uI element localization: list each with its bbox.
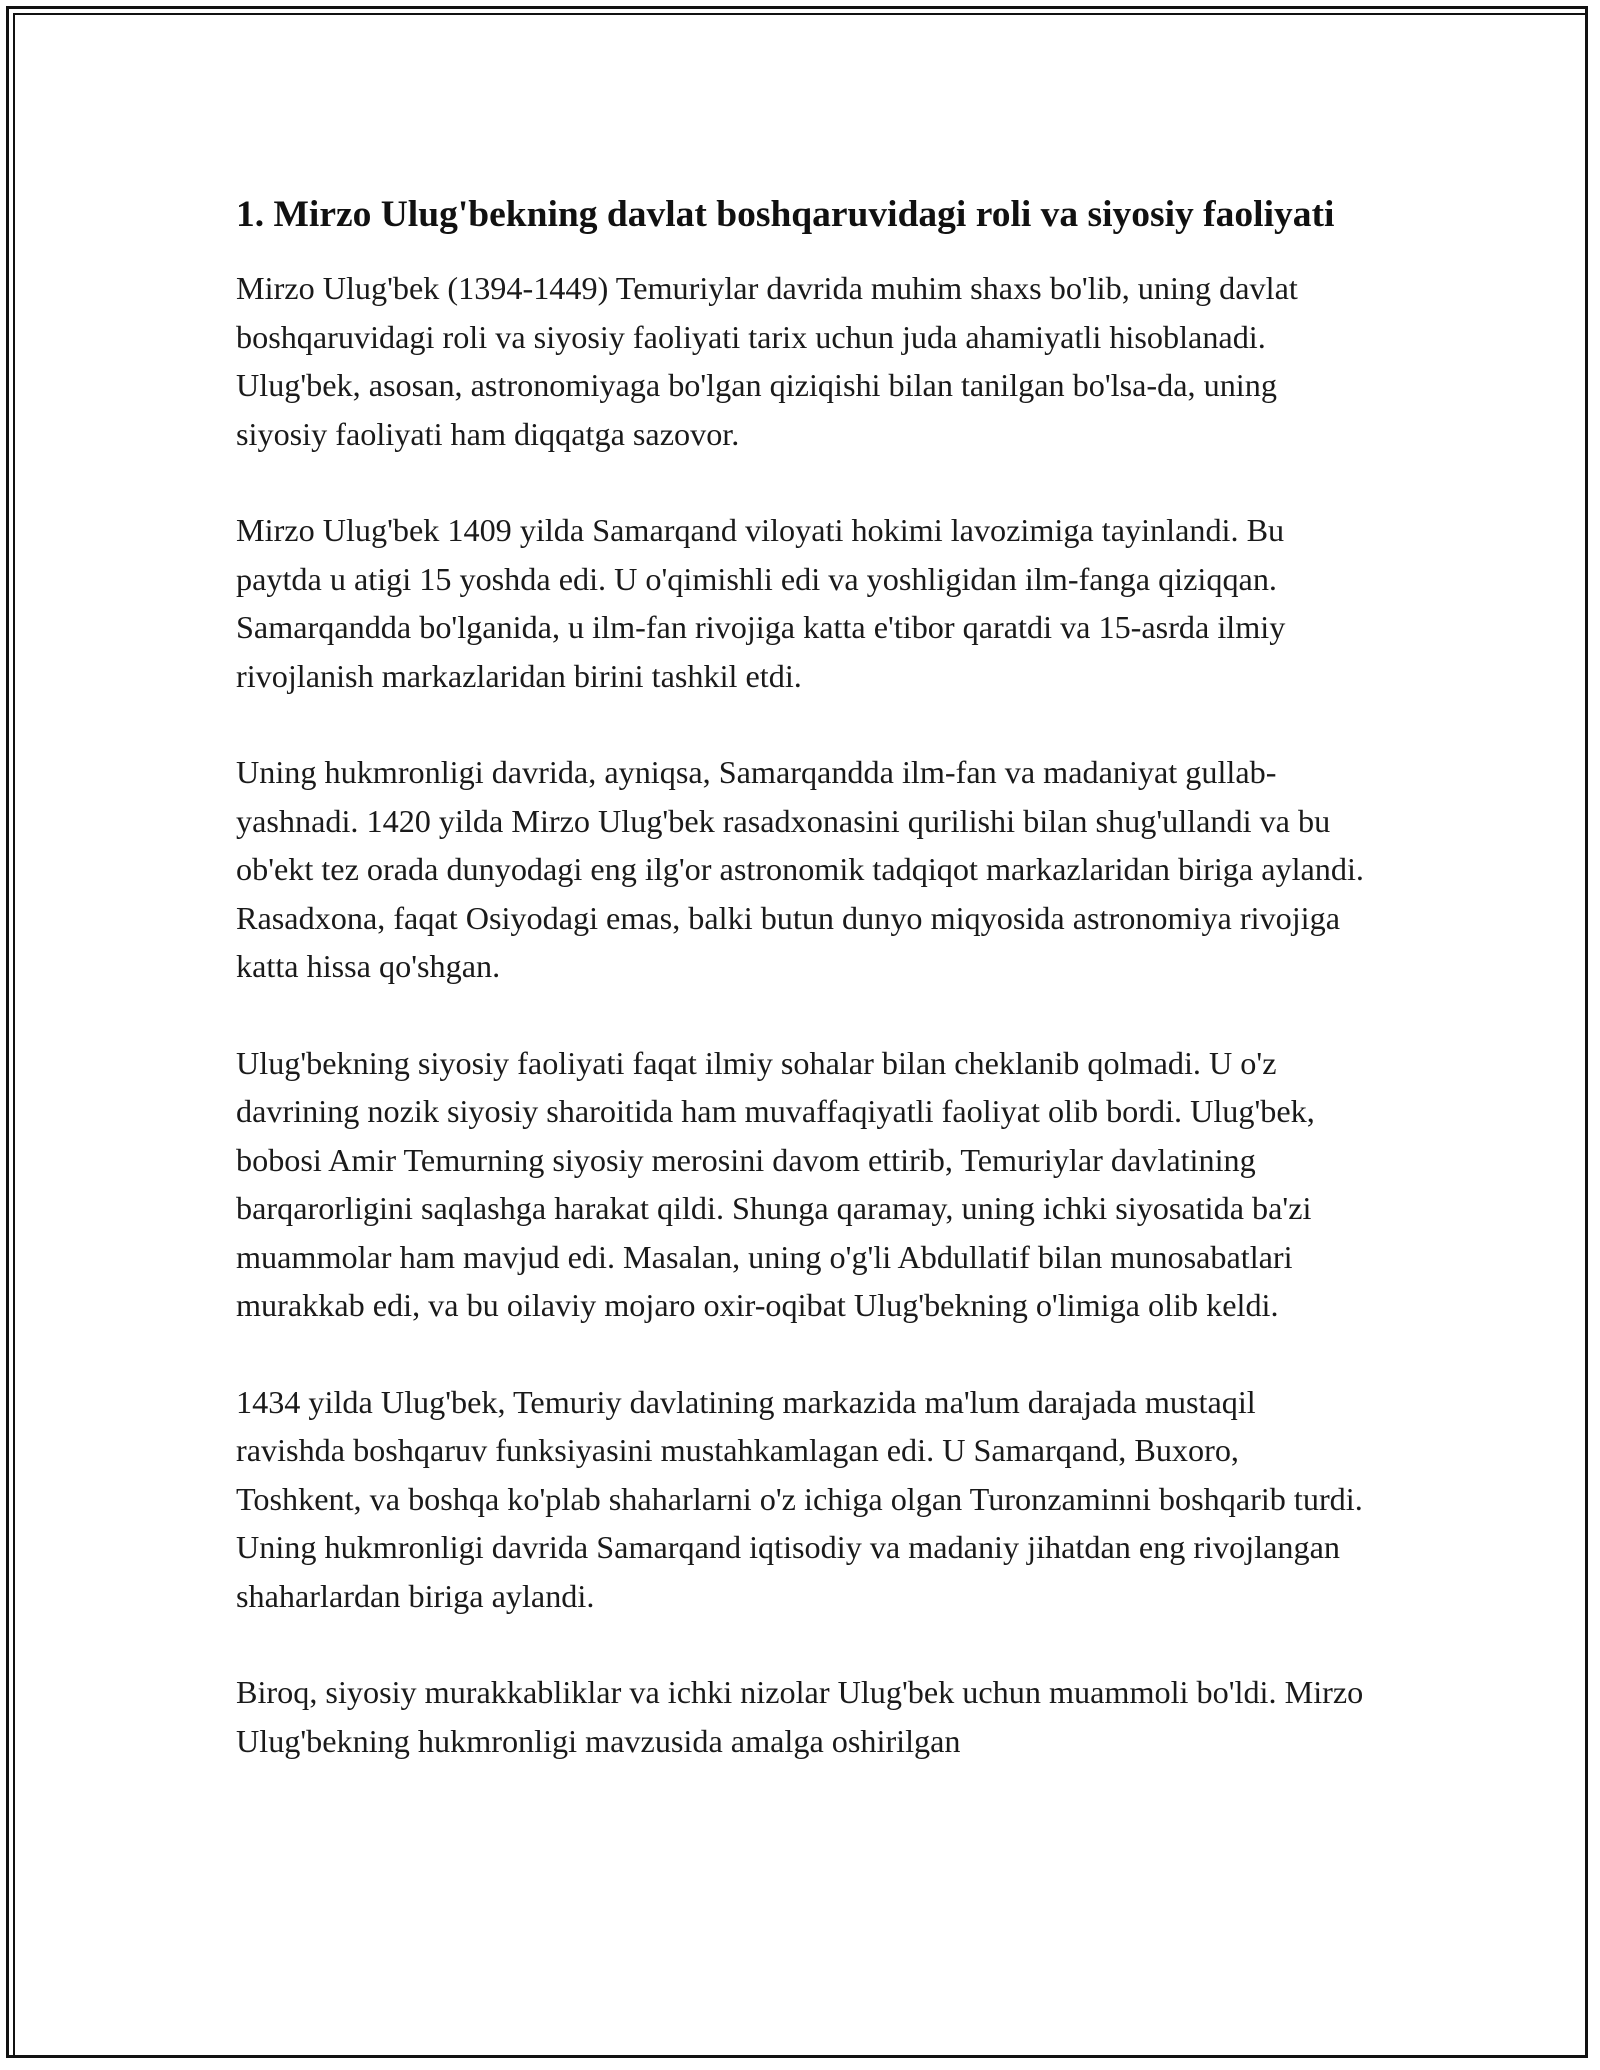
paragraph-4: Ulug'bekning siyosiy faoliyati faqat ilmiy sohalar bilan cheklanib qolmadi. U o'z davrining nozik siyosiy sharoitida ham muvaffaqiyatli faoliyat olib bordi. Ulug'bek, bobosi Amir Temurning siyosiy merosini davom ettirib, Temuriylar davlatining barqarorligini saqlashga harakat qildi. Shunga qaramay, uning ichki siyosatida ba'zi muammolar ham mavjud edi. Masalan, uning o'g'li Abdullatif bilan munosabatlari murakkab edi, va bu oilaviy mojaro oxir-oqibat Ulug'bekning o'limiga olib keldi. [236,1044,1315,1323]
section-heading: 1. Mirzo Ulug'bekning davlat boshqaruvidagi roli va siyosiy faoliyati [236,194,1335,235]
paragraph-2: Mirzo Ulug'bek 1409 yilda Samarqand viloyati hokimi lavozimiga tayinlandi. Bu paytda u atigi 15 yoshda edi. U o'qimishli edi va yoshligidan ilm-fanga qiziqqan. Samarqandda bo'lganida, u ilm-fan rivojiga katta e'tibor qaratdi va 15-asrda ilmiy rivojlanish markazlaridan birini tashkil etdi. [236,512,1286,694]
paragraph-6: Biroq, siyosiy murakkabliklar va ichki nizolar Ulug'bek uchun muammoli bo'ldi. Mirzo Ulug'bekning hukmronligi mavzusida amalga oshirilgan [236,1674,1364,1759]
paragraph-5: 1434 yilda Ulug'bek, Temuriy davlatining markazida ma'lum darajada mustaqil ravishda boshqaruv funksiyasini mustahkamlagan edi. U Samarqand, Buxoro, Toshkent, va boshqa ko'plab shaharlarni o'z ichiga olgan Turonzaminni boshqarib turdi. Uning hukmronligi davrida Samarqand iqtisodiy va madaniy jihatdan eng rivojlangan shaharlardan biriga aylandi. [236,1383,1363,1614]
paragraph-1: Mirzo Ulug'bek (1394-1449) Temuriylar davrida muhim shaxs bo'lib, uning davlat boshqaruvidagi roli va siyosiy faoliyati tarix uchun juda ahamiyatli hisoblanadi. Ulug'bek, asosan, astronomiyaga bo'lgan qiziqishi bilan tanilgan bo'lsa-da, uning siyosiy faoliyati ham diqqatga sazovor. [236,270,1298,452]
document-body [236,188,1366,1765]
paragraph-3: Uning hukmronligi davrida, ayniqsa, Samarqandda ilm-fan va madaniyat gullab-yashnadi. 1420 yilda Mirzo Ulug'bek rasadxonasini qurilishi bilan shug'ullandi va bu ob'ekt tez orada dunyodagi eng ilg'or astronomik tadqiqot markazlaridan biriga aylandi. Rasadxona, faqat Osiyodagi emas, balki butun dunyo miqyosida astronomiya rivojiga katta hissa qo'shgan. [236,754,1364,984]
